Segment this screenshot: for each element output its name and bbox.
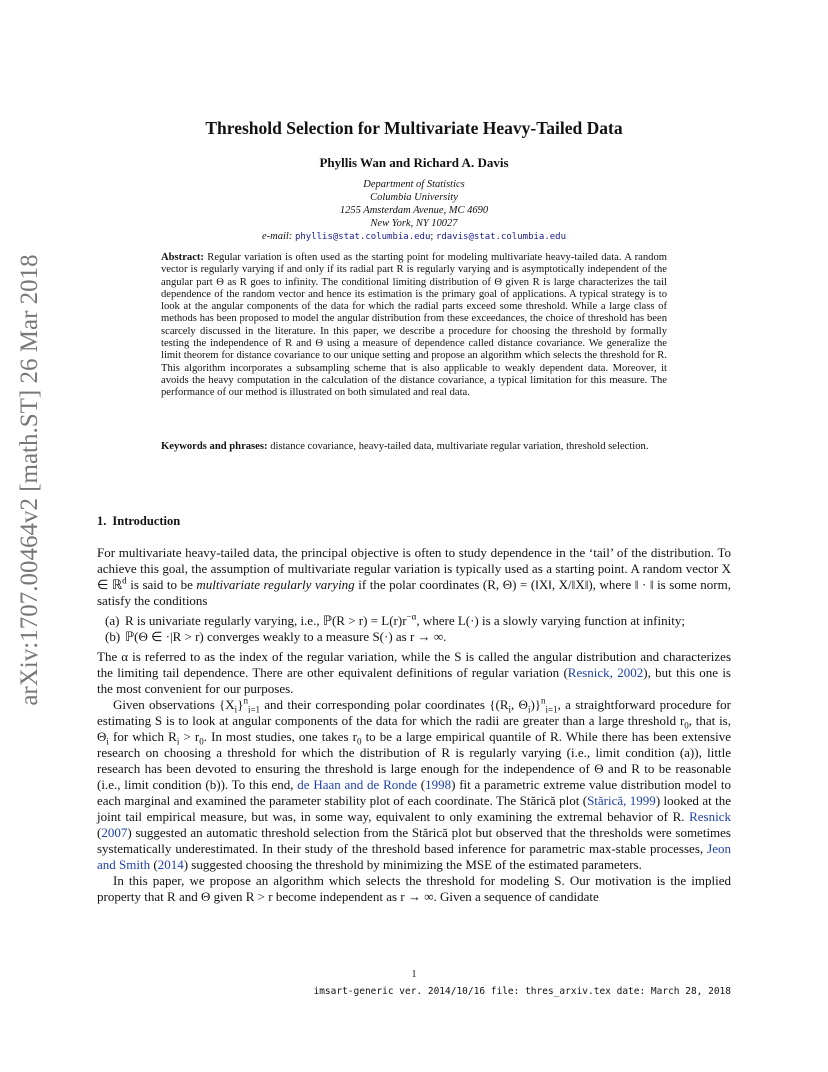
subscript: i xyxy=(176,736,180,747)
text-run: and their corresponding polar coordinates {(R xyxy=(260,697,509,712)
subscript: i xyxy=(508,704,512,715)
superscript: d xyxy=(122,575,127,586)
text-run: ) fit a parametric extreme value distribution model to each marginal and examined the parameter stability plot of each coordinate. The Stărică plot ( xyxy=(97,777,731,808)
citation-link-dehaan-deronde[interactable]: de Haan and de Ronde xyxy=(297,777,418,792)
list-marker: (a) xyxy=(105,613,120,628)
email-link-rdavis[interactable]: rdavis@stat.columbia.edu xyxy=(435,232,566,242)
keywords-label: Keywords and phrases: xyxy=(161,441,268,452)
text-run: is said to be xyxy=(126,577,197,592)
subscript: 0 xyxy=(356,736,362,747)
text-run: , that is, Θ xyxy=(97,713,731,744)
superscript: −α xyxy=(406,611,417,622)
text-run: , a straightforward procedure for estimating S is to look at angular components of the data for which the radii are greater than a large threshold r xyxy=(97,697,732,728)
text-run: , Θ xyxy=(511,697,528,712)
intro-paragraph-2 xyxy=(97,649,731,697)
subscript: i xyxy=(234,704,238,715)
email-label: e-mail: xyxy=(261,231,293,242)
text-run: R is univariate regularly varying, i.e., ℙ(R > r) = L(r)r xyxy=(125,613,407,628)
text-run: ( xyxy=(97,825,102,840)
condition-item-a xyxy=(97,613,731,629)
keywords-text: distance covariance, heavy-tailed data, multivariate regular variation, threshold selection. xyxy=(270,441,649,452)
text-run: > r xyxy=(179,729,200,744)
text-run: ), but this one is the most convenient for our purposes. xyxy=(97,665,731,696)
text-run: ) suggested an automatic threshold selection from the Stărică plot but observed that the thresholds were sometimes systematically underestimated. In their study of the threshold based inference for parametric max-stable processes, xyxy=(97,825,731,856)
footer-stamp: imsart-generic ver. 2014/10/16 file: thres_arxiv.tex date: March 28, 2018 xyxy=(313,986,731,997)
text-run: ) suggested choosing the threshold by minimizing the MSE of the estimated parameters. xyxy=(183,857,642,872)
text-run: for which R xyxy=(108,729,177,744)
page-number: 1 xyxy=(411,969,417,980)
subscript: i=1 xyxy=(545,704,558,715)
section-heading-introduction xyxy=(97,514,186,529)
section-title: Introduction xyxy=(112,514,181,528)
street-address: 1255 Amsterdam Avenue, MC 4690 xyxy=(339,205,489,216)
affiliation-block xyxy=(97,178,731,244)
superscript: n xyxy=(243,695,248,706)
city-address: New York, NY 10027 xyxy=(370,218,458,229)
subscript: i=1 xyxy=(247,704,261,715)
intro-paragraph-4: In this paper, we propose an algorithm which selects the threshold for modeling S. Our motivation is the implied property that R and Θ given R > r become independent as r → ∞. Given a sequence of candidate xyxy=(97,873,731,904)
email-link-phyllis[interactable]: phyllis@stat.columbia.edu xyxy=(294,232,431,242)
intro-paragraph-3 xyxy=(97,697,731,873)
superscript: n xyxy=(541,695,546,706)
subscript: 0 xyxy=(199,736,204,747)
text-run: to be a large empirical quantile of R. While there has been extensive research on choosing a threshold for which the distribution of R is regularly varying (i.e., limit condition (a)), little research has been devoted to ensuring the threshold is large enough for the independence of Θ and R to be reasonable (i.e., limit condition (b)). To this end, xyxy=(97,729,731,792)
arxiv-identifier: arXiv:1707.00464v2 [math.ST] 26 Mar 2018 xyxy=(16,254,43,706)
citation-link-resnick-2007[interactable]: Resnick xyxy=(689,809,731,824)
citation-link-starica-1999[interactable]: Stărică, 1999 xyxy=(587,793,656,808)
abstract-label: Abstract: xyxy=(161,252,204,263)
abstract-text: Regular variation is often used as the starting point for modeling multivariate heavy-tailed data. A random vector is regularly varying if and only if its radial part R is regularly varying and is asymptotically independent of the angular part Θ as R goes to infinity. The conditional limiting distribution of Θ given R is large characterizes the tail dependence of the random vector and hence its estimation is the primary goal of applications. A typical strategy is to look at the angular components of the data for which the radial parts exceed some threshold. While a large class of methods has been proposed to model the angular distribution from these exceedances, the choice of threshold has been scarcely discussed in the literature. In this paper, we describe a procedure for choosing the threshold by formally testing the independence of R and Θ using a measure of dependence called distance covariance. We generalize the limit theorem for distance covariance to our unique setting and propose an algorithm which selects the threshold for R. This algorithm incorporates a subsampling scheme that is also applicable to weakly dependent data. Moreover, it avoids the heavy computation in the calculation of the distance covariance, a typical limitation for this measure. The performance of our method is illustrated on both simulated and real data. xyxy=(161,252,667,399)
citation-link-resnick-year[interactable]: 2007 xyxy=(101,825,128,840)
text-run: . In most studies, one takes r xyxy=(203,729,357,744)
text-run: For multivariate heavy-tailed data, the principal objective is often to study dependence in the ‘tail’ of the distribution. To achieve this goal, the assumption of multivariate regular variation is typically used as a starting point. A random vector X ∈ ℝ xyxy=(97,545,731,592)
text-run: ) looked at the joint tail empirical measure, but was, in some way, equivalent to only examining the extremal behavior of R. xyxy=(97,793,731,824)
citation-link-dehaan-year[interactable]: 1998 xyxy=(425,777,452,792)
intro-paragraph-1 xyxy=(97,545,731,609)
subscript: i xyxy=(106,736,109,747)
department: Department of Statistics xyxy=(363,179,465,190)
subscript: 0 xyxy=(684,720,689,731)
list-marker: (b) xyxy=(105,629,121,644)
university: Columbia University xyxy=(370,192,458,203)
text-run: ( xyxy=(150,857,158,872)
text-run: ℙ(Θ ∈ ·|R > r) converges weakly to a measure S(·) as r → ∞. xyxy=(125,629,447,644)
text-run: The α is referred to as the index of the regular variation, while the S is called the angular distribution and characterizes the limiting tail dependence. There are other equivalent definitions of regular variation ( xyxy=(97,649,731,680)
citation-link-jeon-year[interactable]: 2014 xyxy=(157,857,184,872)
citation-link-resnick-2002[interactable]: Resnick, 2002 xyxy=(567,665,644,680)
keywords xyxy=(161,441,667,454)
text-run: } xyxy=(237,697,244,712)
paper-title: Threshold Selection for Multivariate Heavy-Tailed Data xyxy=(205,118,623,138)
text-run: )} xyxy=(530,697,542,712)
emphasis: multivariate regularly varying xyxy=(196,577,355,592)
abstract xyxy=(161,252,667,400)
text-run: Given observations {X xyxy=(113,697,235,712)
subscript: i xyxy=(527,704,531,715)
email-line xyxy=(97,230,731,244)
author-list: Phyllis Wan and Richard A. Davis xyxy=(319,155,509,170)
condition-item-b xyxy=(97,629,731,645)
section-number: 1. xyxy=(97,514,107,528)
text-run: ( xyxy=(417,777,426,792)
citation-link-jeon-smith[interactable]: Jeon and Smith xyxy=(97,841,731,872)
text-run: , where L(·) is a slowly varying function at infinity; xyxy=(416,613,685,628)
introduction-body xyxy=(97,545,731,905)
email-separator: ; xyxy=(430,231,434,242)
text-run: if the polar coordinates (R, Θ) = (‖X‖, X/‖X‖), where ‖ · ‖ is some norm, satisfy the conditions xyxy=(97,577,731,608)
condition-list xyxy=(97,613,731,645)
arxiv-stamp xyxy=(0,0,60,1072)
